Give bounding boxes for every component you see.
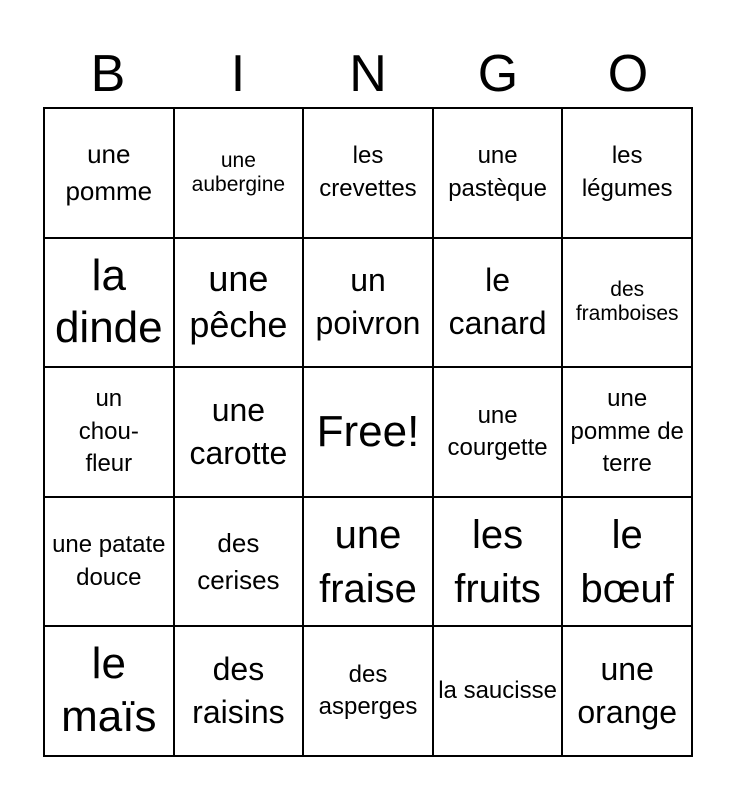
bingo-cell[interactable] xyxy=(174,238,304,368)
bingo-card xyxy=(43,107,693,757)
cell-text: un chou-fleur xyxy=(78,385,139,478)
header-letter-i: I xyxy=(230,45,246,103)
bingo-cell[interactable] xyxy=(174,108,304,238)
free-space[interactable] xyxy=(303,367,433,497)
header-letter-g: G xyxy=(477,45,519,103)
cell-text: Free! xyxy=(316,406,420,456)
cell-text: la dinde xyxy=(54,250,163,353)
header-letter-n: N xyxy=(349,45,387,103)
bingo-cell[interactable] xyxy=(433,626,563,756)
cell-text: un poivron xyxy=(315,262,421,342)
bingo-cell[interactable] xyxy=(44,238,174,368)
cell-text: des asperges xyxy=(318,660,418,721)
bingo-cell[interactable] xyxy=(303,626,433,756)
bingo-cell[interactable] xyxy=(174,626,304,756)
bingo-cell[interactable] xyxy=(44,626,174,756)
bingo-header xyxy=(43,44,693,104)
bingo-cell[interactable] xyxy=(303,108,433,238)
cell-text: le maïs xyxy=(61,639,157,742)
bingo-cell[interactable] xyxy=(433,238,563,368)
bingo-cell[interactable] xyxy=(562,108,692,238)
cell-text: une patate douce xyxy=(52,531,166,591)
cell-text: le canard xyxy=(448,262,547,342)
bingo-cell[interactable] xyxy=(44,108,174,238)
header-letter-b: B xyxy=(90,45,126,103)
cell-text: la saucisse xyxy=(438,677,557,704)
bingo-cell[interactable] xyxy=(562,497,692,627)
cell-text: une pomme de terre xyxy=(570,385,684,478)
bingo-cell[interactable] xyxy=(174,367,304,497)
bingo-cell[interactable] xyxy=(44,367,174,497)
bingo-cell[interactable] xyxy=(562,238,692,368)
cell-text: les fruits xyxy=(454,512,541,611)
cell-text: une pêche xyxy=(189,257,288,346)
cell-text: une carotte xyxy=(189,391,288,471)
cell-text: les crevettes xyxy=(319,142,417,202)
bingo-cell[interactable] xyxy=(433,497,563,627)
bingo-cell[interactable] xyxy=(433,367,563,497)
bingo-cell[interactable] xyxy=(433,108,563,238)
cell-text: une orange xyxy=(577,651,678,731)
cell-text: le bœuf xyxy=(580,512,674,611)
cell-text: des framboises xyxy=(575,278,679,326)
header-letter-o: O xyxy=(607,45,649,103)
bingo-cell[interactable] xyxy=(562,367,692,497)
cell-text: une pomme xyxy=(65,139,153,206)
bingo-cell[interactable] xyxy=(303,238,433,368)
cell-text: une fraise xyxy=(319,512,417,611)
bingo-cell[interactable] xyxy=(44,497,174,627)
cell-text: les légumes xyxy=(581,142,673,202)
bingo-cell[interactable] xyxy=(303,497,433,627)
cell-text: des raisins xyxy=(192,651,285,731)
bingo-cell[interactable] xyxy=(562,626,692,756)
cell-text: une pastèque xyxy=(448,142,547,202)
bingo-cell[interactable] xyxy=(174,497,304,627)
cell-text: une aubergine xyxy=(191,148,286,196)
cell-text: des cerises xyxy=(197,528,280,595)
cell-text: une courgette xyxy=(447,401,548,461)
